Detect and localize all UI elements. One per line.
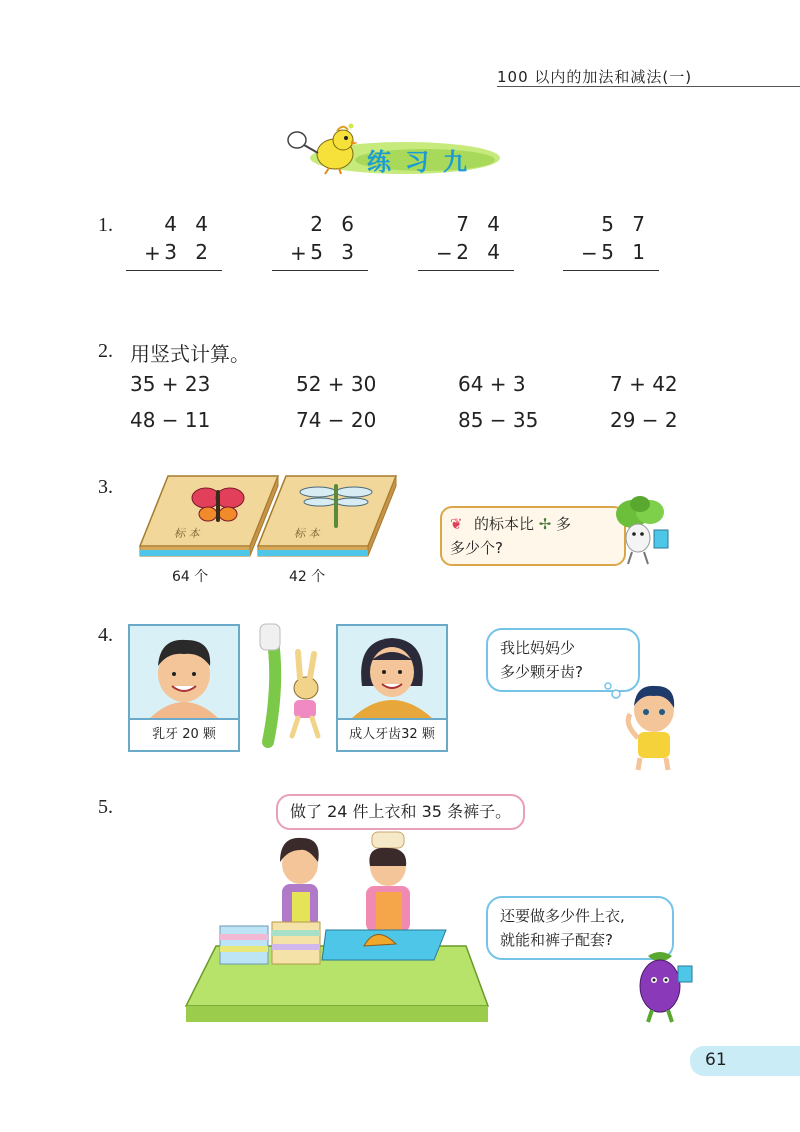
child-portrait bbox=[130, 626, 238, 718]
calc-operator: + bbox=[290, 241, 313, 265]
calc-top-number: 2 6 bbox=[310, 212, 360, 236]
calc-top-number: 7 4 bbox=[456, 212, 506, 236]
eggplant-character bbox=[626, 946, 700, 1024]
bubble-text: 还要做多少件上衣, bbox=[500, 907, 625, 925]
question-2-instruction: 用竖式计算。 bbox=[130, 342, 250, 366]
thinking-boy bbox=[600, 680, 690, 772]
question-3-bubble bbox=[440, 506, 626, 566]
expression: 74 − 20 bbox=[296, 408, 377, 432]
question-1-number: 1. bbox=[98, 214, 113, 236]
calc-bottom-number: 2 4 bbox=[456, 240, 506, 264]
calc-rule bbox=[126, 270, 222, 271]
calc-top-number: 4 4 bbox=[164, 212, 214, 236]
adult-teeth-label: 成人牙齿32 颗 bbox=[338, 718, 446, 750]
vertical-calc-2 bbox=[272, 212, 372, 271]
bubble-text: 就能和裤子配套? bbox=[500, 931, 613, 949]
dragonfly-count: 42 个 bbox=[289, 569, 326, 585]
page-number: 61 bbox=[705, 1050, 727, 1070]
calc-operator: + bbox=[144, 241, 167, 265]
calc-bottom-number: 3 2 bbox=[164, 240, 214, 264]
calc-top-number: 5 7 bbox=[601, 212, 651, 236]
vertical-calc-1 bbox=[126, 212, 226, 271]
radish-character bbox=[602, 494, 674, 570]
calc-bottom-number: 5 3 bbox=[310, 240, 360, 264]
dragonfly-specimen-box bbox=[256, 470, 401, 562]
adult-picture-frame bbox=[336, 624, 448, 752]
tailor-shop-scene bbox=[176, 826, 496, 1026]
question-4-number: 4. bbox=[98, 624, 113, 646]
bubble-text: 我比妈妈少 bbox=[500, 639, 576, 657]
dragonfly-icon: ✢ bbox=[538, 515, 552, 533]
chapter-title: 100 以内的加法和减法(一) bbox=[497, 68, 693, 86]
expression: 7 + 42 bbox=[610, 372, 678, 396]
bubble-text: 多少个? bbox=[450, 539, 503, 557]
bubble-text: 多 bbox=[556, 515, 572, 533]
expression: 35 + 23 bbox=[130, 372, 211, 396]
specimen-label: 标 本 bbox=[174, 527, 200, 540]
toothbrush-rabbit bbox=[248, 622, 330, 750]
question-3-number: 3. bbox=[98, 476, 113, 498]
child-picture-frame bbox=[128, 624, 240, 752]
vertical-calc-4 bbox=[563, 212, 663, 271]
calc-operator: − bbox=[436, 241, 459, 265]
vertical-calc-3 bbox=[418, 212, 518, 271]
specimen-label: 标 本 bbox=[294, 527, 320, 540]
butterfly-count: 64 个 bbox=[172, 569, 209, 585]
expression: 52 + 30 bbox=[296, 372, 377, 396]
calc-bottom-number: 5 1 bbox=[601, 240, 651, 264]
question-5-top-bubble: 做了 24 件上衣和 35 条裤子。 bbox=[276, 794, 525, 830]
expression: 48 − 11 bbox=[130, 408, 211, 432]
bubble-text: 多少颗牙齿? bbox=[500, 663, 583, 681]
calc-rule bbox=[418, 270, 514, 271]
expression: 29 − 2 bbox=[610, 408, 678, 432]
calc-rule bbox=[563, 270, 659, 271]
bubble-text: 的标本比 bbox=[474, 515, 535, 533]
question-5-number: 5. bbox=[98, 796, 113, 818]
header-rule bbox=[497, 86, 800, 87]
butterfly-icon: ❦ bbox=[450, 515, 463, 533]
question-2-number: 2. bbox=[98, 340, 113, 362]
calc-rule bbox=[272, 270, 368, 271]
exercise-title: 练习九 bbox=[367, 148, 481, 176]
expression: 64 + 3 bbox=[458, 372, 526, 396]
mother-portrait bbox=[338, 626, 446, 718]
calc-operator: − bbox=[581, 241, 604, 265]
child-teeth-label: 乳牙 20 颗 bbox=[130, 718, 238, 750]
expression: 85 − 35 bbox=[458, 408, 539, 432]
